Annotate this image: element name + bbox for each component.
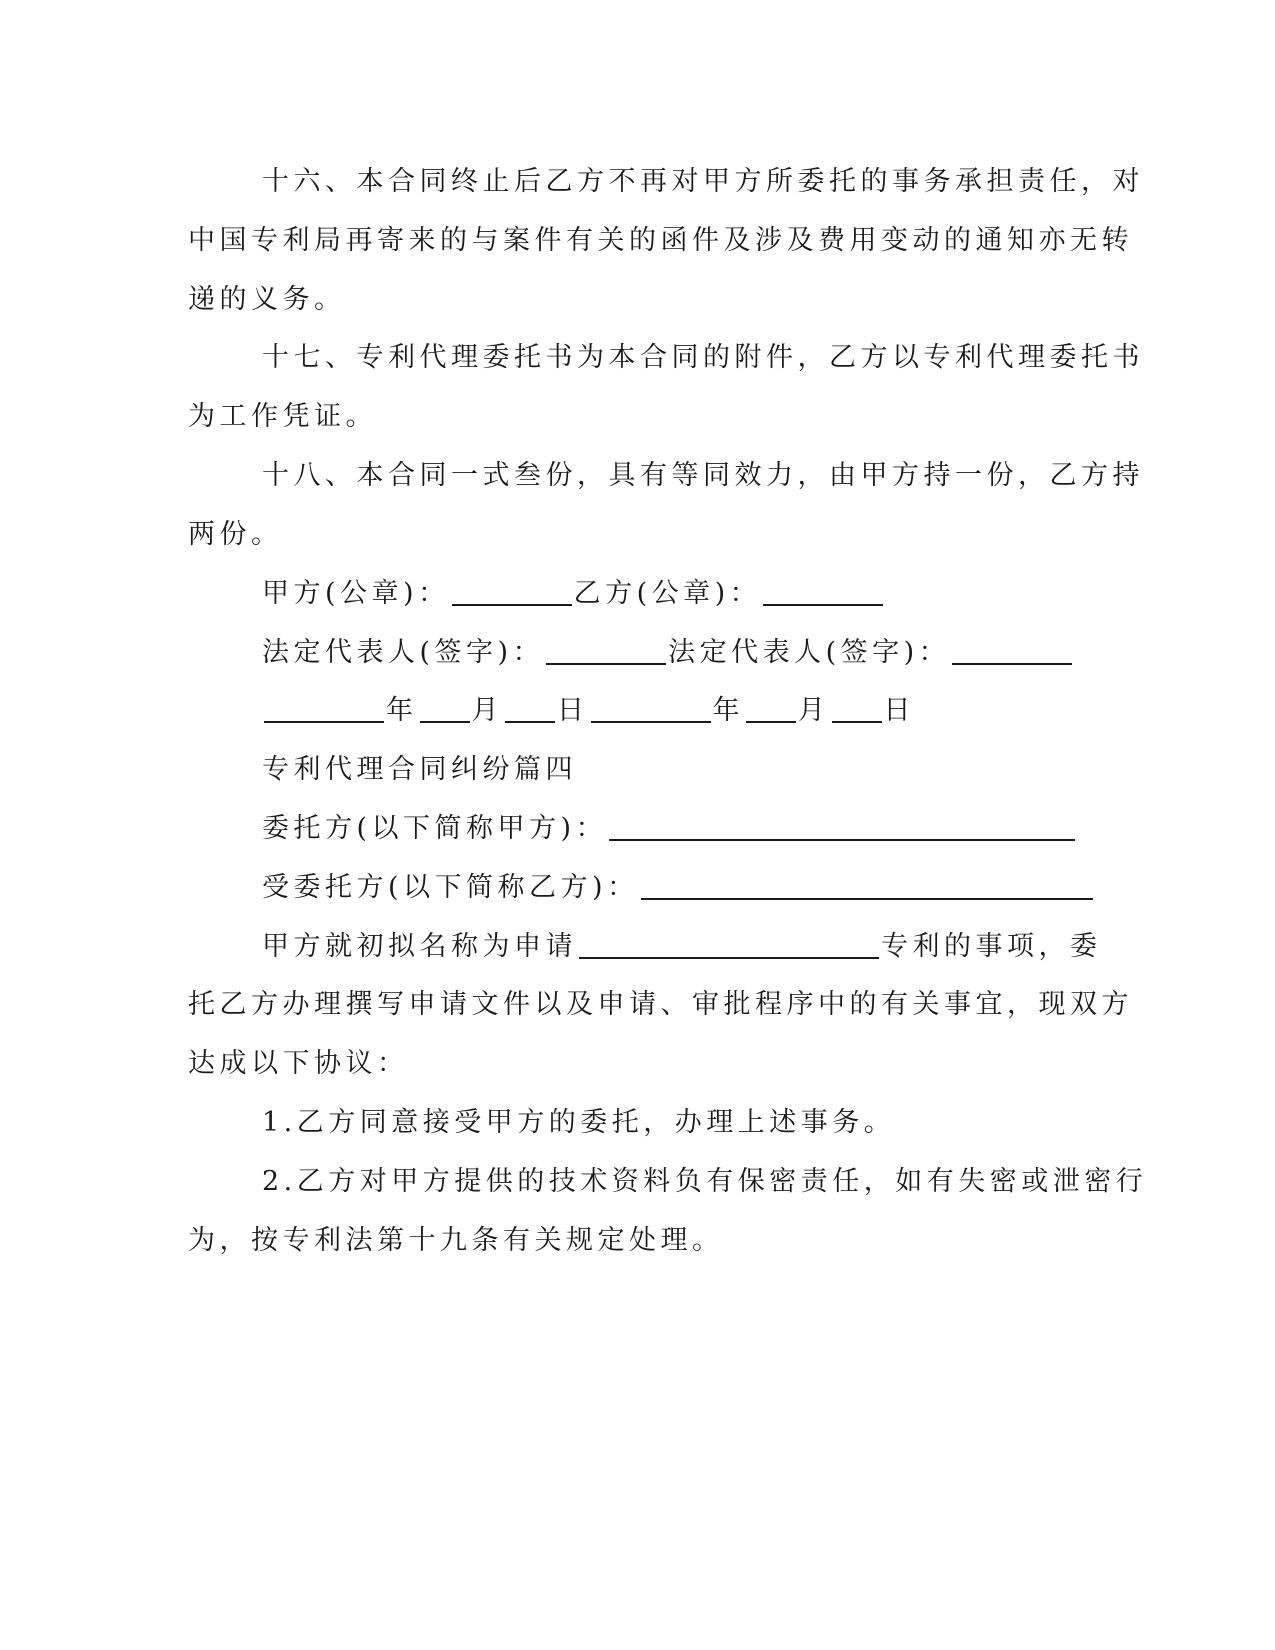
item-1: 1.乙方同意接受甲方的委托，办理上述事务。 bbox=[262, 1107, 896, 1138]
intro-line-3: 达成以下协议： bbox=[188, 1048, 409, 1079]
date-a-year: 年 bbox=[386, 695, 418, 726]
clause-16-line-3: 递的义务。 bbox=[188, 284, 346, 315]
section-title: 专利代理合同纠纷篇四 bbox=[262, 754, 577, 785]
agent-line bbox=[262, 871, 1095, 905]
intro-end: 专利的事项，委 bbox=[881, 931, 1102, 962]
date-a-day-blank bbox=[505, 695, 555, 723]
date-a-year-blank bbox=[264, 695, 384, 723]
rep-b-label: 法定代表人(签字)： bbox=[668, 637, 951, 668]
intro-line-1 bbox=[262, 930, 1102, 964]
date-b-year-blank bbox=[591, 695, 711, 723]
date-b-year: 年 bbox=[712, 695, 744, 726]
agent-label: 受委托方(以下简称乙方)： bbox=[262, 872, 639, 903]
rep-b-blank bbox=[952, 637, 1072, 665]
party-a-seal-label: 甲方(公章)： bbox=[262, 578, 450, 609]
intro-start: 甲方就初拟名称为申请 bbox=[262, 931, 577, 962]
clause-18-line-2: 两份。 bbox=[188, 519, 283, 550]
client-blank bbox=[609, 813, 1075, 841]
date-b-day-blank bbox=[832, 695, 882, 723]
date-b-day: 日 bbox=[883, 695, 915, 726]
clause-16-line-2: 中国专利局再寄来的与案件有关的函件及涉及费用变动的通知亦无转 bbox=[188, 225, 1133, 256]
item-2-line-2: 为，按专利法第十九条有关规定处理。 bbox=[188, 1225, 724, 1256]
date-a-month-blank bbox=[420, 695, 470, 723]
client-label: 委托方(以下简称甲方)： bbox=[262, 813, 608, 844]
rep-a-label: 法定代表人(签字)： bbox=[262, 637, 545, 668]
item-2-line-1: 2.乙方对甲方提供的技术资料负有保密责任，如有失密或泄密行 bbox=[262, 1166, 1148, 1197]
agent-blank bbox=[641, 872, 1093, 900]
seal-line bbox=[262, 577, 885, 611]
clause-16-line-1: 十六、本合同终止后乙方不再对甲方所委托的事务承担责任，对 bbox=[262, 166, 1144, 197]
date-line bbox=[262, 694, 915, 728]
clause-17-line-1: 十七、专利代理委托书为本合同的附件，乙方以专利代理委托书 bbox=[262, 342, 1144, 373]
date-b-month-blank bbox=[746, 695, 796, 723]
clause-17-line-2: 为工作凭证。 bbox=[188, 401, 377, 432]
party-b-seal-blank bbox=[763, 578, 883, 606]
date-a-day: 日 bbox=[557, 695, 589, 726]
clause-18-line-1: 十八、本合同一式叁份，具有等同效力，由甲方持一份，乙方持 bbox=[262, 460, 1144, 491]
rep-a-blank bbox=[546, 637, 666, 665]
patent-name-blank bbox=[579, 931, 879, 959]
date-a-month: 月 bbox=[471, 695, 503, 726]
date-b-month: 月 bbox=[798, 695, 830, 726]
representative-line bbox=[262, 636, 1074, 670]
party-b-seal-label: 乙方(公章)： bbox=[573, 578, 762, 609]
intro-line-2: 托乙方办理撰写申请文件以及申请、审批程序中的有关事宜，现双方 bbox=[188, 989, 1133, 1020]
party-a-seal-blank bbox=[452, 578, 572, 606]
client-line bbox=[262, 812, 1077, 846]
